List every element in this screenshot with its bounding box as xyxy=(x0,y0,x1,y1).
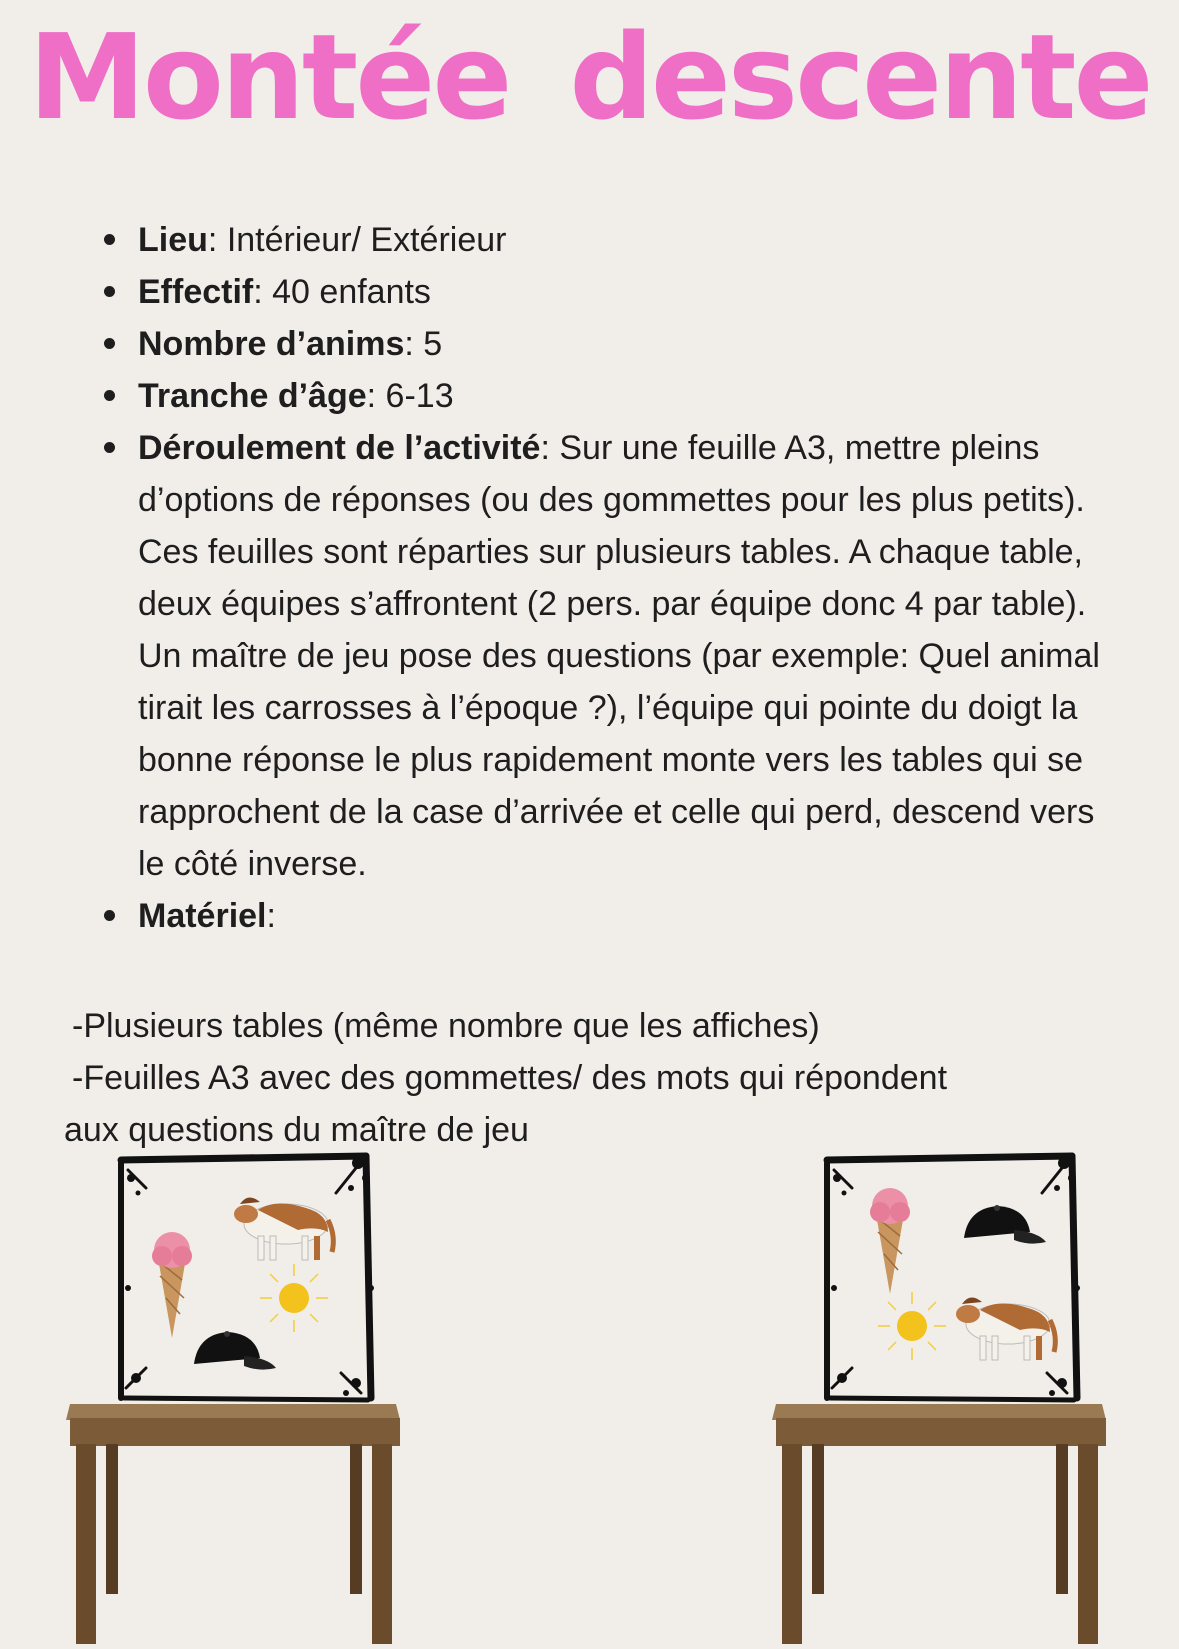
ice-cream-icon xyxy=(870,1188,910,1294)
info-item-age: Tranche d’âge: 6-13 xyxy=(104,370,1124,422)
bullet-icon xyxy=(104,910,115,921)
info-label: Nombre d’anims xyxy=(138,325,405,363)
info-value: Intérieur/ Extérieur xyxy=(226,221,507,259)
sun-icon xyxy=(260,1264,328,1332)
bullet-icon xyxy=(104,442,115,453)
bullet-icon xyxy=(104,234,115,245)
info-value: 40 enfants xyxy=(272,273,431,311)
wooden-table xyxy=(772,1404,1106,1644)
material-item: aux questions du maître de jeu xyxy=(64,1111,529,1149)
bullet-icon xyxy=(104,338,115,349)
materials-list xyxy=(64,1000,1092,1156)
right-table-scene xyxy=(772,1148,1132,1648)
wooden-table xyxy=(66,1404,400,1644)
bullet-icon xyxy=(104,286,115,297)
info-label: Lieu xyxy=(138,221,208,259)
info-item-anims: Nombre d’anims: 5 xyxy=(104,318,1124,370)
right-board-illustration xyxy=(772,1148,1132,1648)
material-item: -Feuilles A3 avec des gommettes/ des mots qui répondent xyxy=(72,1059,948,1097)
left-table-scene xyxy=(66,1148,426,1648)
material-item: -Plusieurs tables (même nombre que les affiches) xyxy=(72,1007,820,1045)
cap-icon xyxy=(194,1331,276,1370)
sun-icon xyxy=(878,1292,946,1360)
left-board-illustration xyxy=(66,1148,426,1648)
info-label: Matériel xyxy=(138,897,267,935)
ice-cream-icon xyxy=(152,1232,192,1338)
pony-icon xyxy=(956,1297,1055,1360)
info-value: 5 xyxy=(423,325,443,363)
page-title: Montée descente xyxy=(28,8,1151,146)
info-label: Déroulement de l’activité xyxy=(138,429,541,467)
cap-icon xyxy=(964,1205,1046,1244)
info-label: Tranche d’âge xyxy=(138,377,367,415)
grunge-frame xyxy=(827,1156,1077,1400)
info-item-materiel: Matériel: xyxy=(104,890,1124,942)
info-item-lieu: Lieu: Intérieur/ Extérieur xyxy=(104,214,1124,266)
info-value: 6-13 xyxy=(385,377,454,415)
activity-description: Sur une feuille A3, mettre pleins d’options de réponses (ou des gommettes pour les plus petits). Ces feuilles sont réparties sur plusieurs tables. A chaque table, deux équipes s’affrontent (2 pers. par équipe donc 4 par table). Un maître de jeu pose des questions (par exemple: Quel animal tirait les carrosses à l’époque ?), l’équipe qui pointe du doigt la bonne réponse le plus rapidement monte vers les tables qui se rapprochent de la case d’arrivée et celle qui perd, descend vers le côté inverse. xyxy=(138,429,1100,883)
info-label: Effectif xyxy=(138,273,254,311)
info-item-effectif: Effectif: 40 enfants xyxy=(104,266,1124,318)
info-item-deroulement: Déroulement de l’activité: Sur une feuille A3, mettre pleins d’options de réponses (ou des gommettes pour les plus petits). Ces feuilles sont réparties sur plusieurs tables. A chaque table, deux équipes s’affrontent (2 pers. par équipe donc 4 par table). Un maître de jeu pose des questions (par exemple: Quel animal tirait les carrosses à l’époque ?), l’équipe qui pointe du doigt la bonne réponse le plus rapidement monte vers les tables qui se rapprochent de la case d’arrivée et celle qui perd, descend vers le côté inverse. xyxy=(104,422,1124,890)
bullet-icon xyxy=(104,390,115,401)
activity-info-list xyxy=(104,214,1124,942)
pony-icon xyxy=(234,1197,333,1260)
